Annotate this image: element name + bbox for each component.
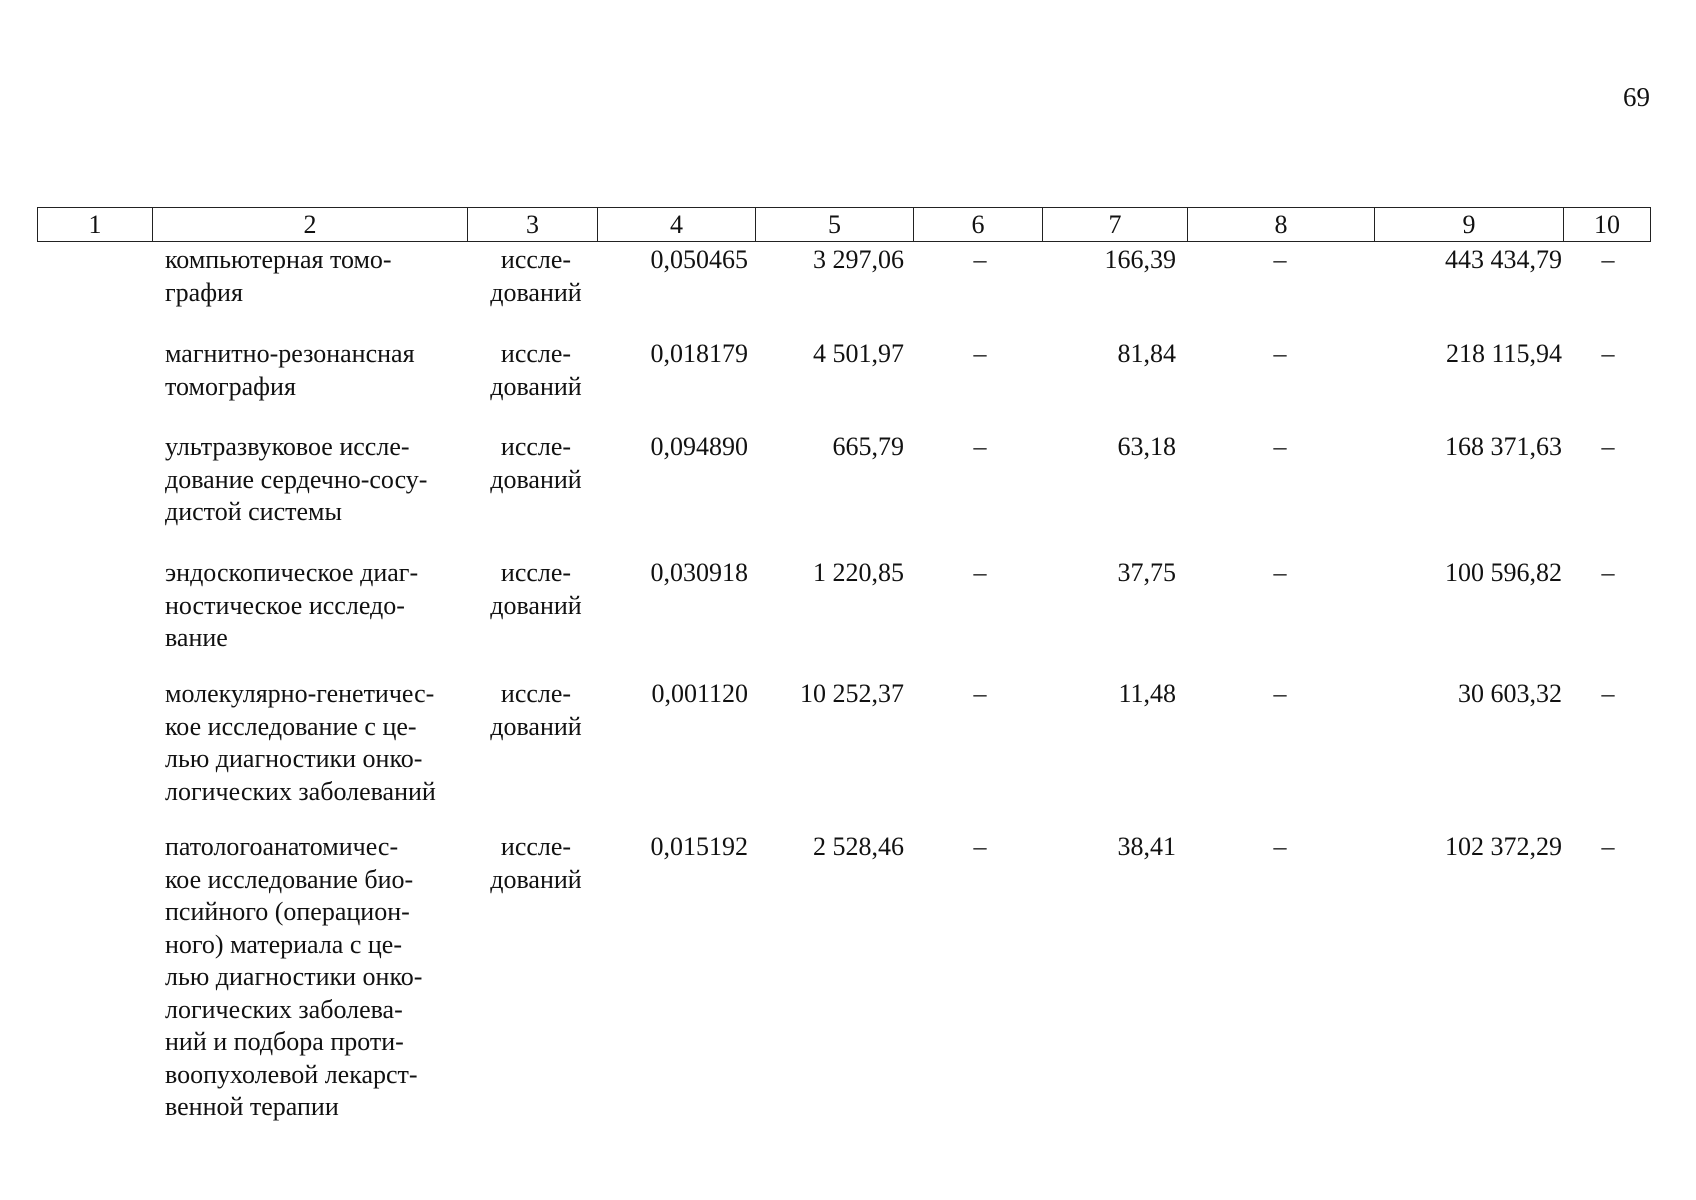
service-name-line: воопухолевой лекарст- <box>165 1059 418 1089</box>
col-7-value: 37,75 <box>1117 558 1176 587</box>
unit-line: иссле- <box>500 432 572 461</box>
col-4-value: 0,094890 <box>650 432 748 461</box>
unit-line: дований <box>490 464 582 494</box>
header-col-10: 10 <box>1564 208 1651 242</box>
col-8-value: – <box>1273 679 1287 708</box>
service-name <box>165 244 463 309</box>
header-col-3: 3 <box>468 208 598 242</box>
service-name-line: логических заболеваний <box>165 776 436 806</box>
col-5-value: 3 297,06 <box>813 245 904 274</box>
col-5-value: 10 252,37 <box>800 679 904 708</box>
unit-line: дований <box>490 277 582 307</box>
unit-line: иссле- <box>500 245 572 274</box>
col-6-value: – <box>973 339 987 368</box>
unit-line: дований <box>490 371 582 401</box>
unit-of-measure <box>481 557 591 622</box>
col-7-value: 63,18 <box>1117 432 1176 461</box>
unit-line: иссле- <box>500 832 572 861</box>
service-name <box>165 557 463 655</box>
unit-line: дований <box>490 864 582 894</box>
service-name-line: компьютерная томо- <box>165 245 392 274</box>
col-5-value: 2 528,46 <box>813 832 904 861</box>
unit-line: иссле- <box>500 339 572 368</box>
col-8-value: – <box>1273 432 1287 461</box>
service-name-line: кое исследование био- <box>165 864 414 894</box>
col-4-value: 0,030918 <box>650 558 748 587</box>
service-name-line: псийного (операцион- <box>165 897 410 926</box>
service-name-line: эндоскопическое диаг- <box>165 558 419 587</box>
service-name-line: ностическое исследо- <box>165 590 405 620</box>
col-4-value: 0,018179 <box>650 339 748 368</box>
unit-of-measure <box>481 431 591 496</box>
col-9-value: 100 596,82 <box>1445 558 1562 587</box>
unit-line: дований <box>490 711 582 741</box>
col-5-value: 1 220,85 <box>813 558 904 587</box>
service-name-line: дование сердечно-сосу- <box>165 464 428 494</box>
service-name-line: ного) материала с це- <box>165 929 402 959</box>
col-4-value: 0,015192 <box>650 832 748 861</box>
unit-of-measure <box>481 831 591 896</box>
column-number-header <box>37 207 1651 242</box>
unit-line: иссле- <box>500 679 572 708</box>
service-name-line: логических заболева- <box>165 994 403 1024</box>
page-number: 69 <box>1623 82 1650 112</box>
service-name-line: магнитно-резонансная <box>165 339 415 368</box>
col-9-value: 30 603,32 <box>1458 679 1562 708</box>
service-name-line: ультразвуковое иссле- <box>165 432 410 461</box>
header-col-6: 6 <box>914 208 1043 242</box>
service-name-line: патологоанатомичес- <box>165 832 399 861</box>
col-10-value: – <box>1601 245 1615 274</box>
unit-of-measure <box>481 678 591 743</box>
unit-line: иссле- <box>500 558 572 587</box>
col-7-value: 81,84 <box>1117 339 1176 368</box>
col-6-value: – <box>973 432 987 461</box>
col-10-value: – <box>1601 558 1615 587</box>
col-10-value: – <box>1601 832 1615 861</box>
col-6-value: – <box>973 245 987 274</box>
service-name <box>165 338 463 403</box>
service-name-line: вание <box>165 623 228 652</box>
col-6-value: – <box>973 558 987 587</box>
service-name <box>165 831 463 1124</box>
header-col-1: 1 <box>38 208 153 242</box>
service-name-line: молекулярно-генетичес- <box>165 679 435 708</box>
col-7-value: 11,48 <box>1118 679 1176 708</box>
service-name <box>165 678 463 808</box>
header-col-7: 7 <box>1043 208 1188 242</box>
service-name-line: венной терапии <box>165 1092 339 1121</box>
col-8-value: – <box>1273 245 1287 274</box>
col-9-value: 102 372,29 <box>1445 832 1562 861</box>
header-col-4: 4 <box>598 208 756 242</box>
col-8-value: – <box>1273 339 1287 368</box>
service-name-line: лью диагностики онко- <box>165 744 423 773</box>
col-6-value: – <box>973 679 987 708</box>
col-7-value: 166,39 <box>1104 245 1176 274</box>
service-name-line: дистой системы <box>165 497 342 526</box>
col-9-value: 443 434,79 <box>1445 245 1562 274</box>
col-4-value: 0,001120 <box>651 679 748 708</box>
header-col-2: 2 <box>153 208 468 242</box>
col-10-value: – <box>1601 339 1615 368</box>
service-name-line: томография <box>165 371 296 401</box>
service-name-line: графия <box>165 277 243 307</box>
col-9-value: 168 371,63 <box>1445 432 1562 461</box>
col-6-value: – <box>973 832 987 861</box>
col-8-value: – <box>1273 832 1287 861</box>
service-name-line: кое исследование с це- <box>165 711 417 741</box>
header-col-9: 9 <box>1375 208 1564 242</box>
col-8-value: – <box>1273 558 1287 587</box>
unit-line: дований <box>490 590 582 620</box>
service-name-line: ний и подбора проти- <box>165 1027 404 1056</box>
col-4-value: 0,050465 <box>650 245 748 274</box>
unit-of-measure <box>481 338 591 403</box>
col-5-value: 665,79 <box>832 432 904 461</box>
col-10-value: – <box>1601 432 1615 461</box>
service-name-line: лью диагностики онко- <box>165 962 423 991</box>
col-10-value: – <box>1601 679 1615 708</box>
col-9-value: 218 115,94 <box>1445 339 1562 368</box>
col-5-value: 4 501,97 <box>813 339 904 368</box>
service-name <box>165 431 463 529</box>
header-col-8: 8 <box>1188 208 1375 242</box>
unit-of-measure <box>481 244 591 309</box>
header-col-5: 5 <box>756 208 914 242</box>
col-7-value: 38,41 <box>1117 832 1176 861</box>
